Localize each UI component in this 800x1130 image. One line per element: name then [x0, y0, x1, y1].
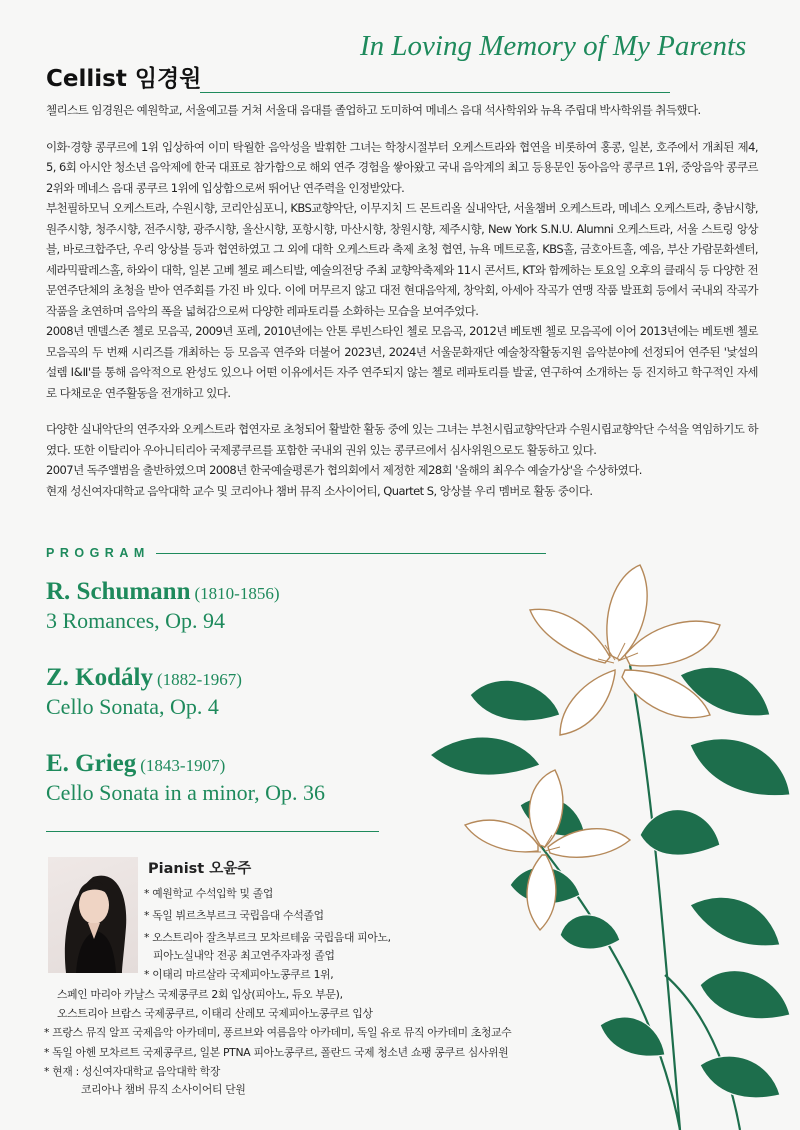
pianist-bio-line: * 이태리 마르살라 국제피아노콩쿠르 1위, — [144, 968, 334, 981]
clematis-flower-illustration — [410, 555, 800, 1130]
program-piece — [46, 664, 242, 720]
pianist-bio-line: * 현재 : 성신여자대학교 음악대학 학장 — [44, 1065, 221, 1078]
bio-paragraph: 첼리스트 임경원은 예원학교, 서울예고를 거쳐 서울대 음대를 졸업하고 도미하여 메네스 음대 석사학위와 뉴욕 주립대 박사학위를 취득했다. — [46, 103, 701, 117]
work-title: 3 Romances, Op. 94 — [46, 608, 226, 633]
bio-paragraph: 2007년 독주앨범을 출반하였으며 2008년 한국예술평론가 협의회에서 제정한 제28회 '올해의 최우수 예술가상'을 수상하였다. — [46, 463, 642, 477]
cellist-biography — [46, 100, 758, 501]
composer-years: (1882-1967) — [156, 670, 242, 689]
cellist-title: Cellist 임경원 — [46, 66, 202, 92]
work-title: Cello Sonata in a minor, Op. 36 — [46, 780, 325, 805]
pianist-bio-line: * 예원학교 수석입학 및 졸업 — [144, 887, 274, 900]
pianist-bio-line: * 독일 아헨 모차르트 국제콩쿠르, 일본 PTNA 피아노콩쿠르, 폴란드 국제 청소년 쇼팽 콩쿠르 심사위원 — [44, 1046, 509, 1059]
composer-name: Z. Kodály — [46, 664, 153, 691]
bio-paragraph: 부천필하모닉 오케스트라, 수원시향, 코리안심포니, KBS교향악단, 이무지치 드 몬트리올 실내악단, 서울챔버 오케스트라, 메네스 오케스트라, 충남시향, 원주시향, 청주시향, 전주시향, 광주시향, 울산시향, 포항시향, 마산시향, 창원시향, 제주시향, New York S.N.U. Alumni 오케스트라, 서울 스트링 앙상블, 바로크합주단, 우리 앙상블 등과 협연하였고 그 외에 대학 오케스트라 축제 초청 협연, 뉴욕 메트로홀, KBS홀, 금호아트홀, 예음, 부산 가람문화센터, 세라믹팔레스홀, 하와이 대학, 일본 고베 첼로 페스티발, 예술의전당 주최 교향악축제와 11시 콘서트, KT와 함께하는 토요일 오후의 클래식 등 다양한 전문연주단체의 초청을 받아 연주회를 가진 바 있다. 이에 머무르지 않고 대전 현대음악제, 창악회, 아세아 작곡가 연맹 작품 발표회 등에서 국내외 작곡가 작품을 초연하며 음악의 폭을 넓혀감으로써 다양한 레파토리를 소화하는 모습을 보여주었다. — [46, 201, 758, 318]
pianist-bio-line: 피아노실내악 전공 최고연주자과정 졸업 — [153, 949, 335, 962]
work-title: Cello Sonata, Op. 4 — [46, 694, 219, 719]
program-bottom-divider — [46, 831, 379, 832]
pianist-title: Pianist 오윤주 — [148, 861, 252, 877]
composer-years: (1843-1907) — [140, 756, 226, 775]
program-heading: PROGRAM — [46, 546, 150, 560]
bio-paragraph: 현재 성신여자대학교 음악대학 교수 및 코리아나 챔버 뮤직 소사이어티, Quartet S, 앙상블 우리 멤버로 활동 중이다. — [46, 483, 593, 498]
pianist-bio-line: 코리아나 챔버 뮤직 소사이어티 단원 — [81, 1083, 246, 1096]
pianist-bio-line: * 프랑스 뮤직 알프 국제음악 아카데미, 퐁르브와 여름음악 아카데미, 독일 유로 뮤직 아카데미 초청교수 — [44, 1026, 512, 1039]
program-piece — [46, 578, 279, 634]
pianist-bio-line: * 오스트리아 잘츠부르크 모차르테움 국립음대 피아노, — [144, 931, 391, 944]
pianist-bio-line: 오스트리아 브람스 국제콩쿠르, 이태리 산레모 국제피아노콩쿠르 입상 — [57, 1007, 373, 1020]
composer-name: E. Grieg — [46, 750, 137, 777]
composer-name: R. Schumann — [46, 578, 191, 605]
pianist-bio-line: 스페인 마리아 카날스 국제콩쿠르 2회 입상(피아노, 듀오 부문), — [57, 988, 343, 1001]
bio-paragraph: 2008년 멘델스존 첼로 모음곡, 2009년 포레, 2010년에는 안톤 루빈스타인 첼로 모음곡, 2012년 베토벤 첼로 모음곡에 이어 2013년에는 베토벤 첼로 모음곡의 두 번째 시리즈를 개최하는 등 모음곡 연주와 더불어 2023년, 2024년 서울문화재단 예술창작활동지원 음악분야에 선정되어 연주된 '낯설의 설렘 Ⅰ&Ⅱ'를 통해 음악적으로 완성도 있으나 어떤 이유에서든 자주 연주되지 않는 첼로 레파토리를 발굴, 연구하여 소개하는 등 진지하고 학구적인 자세로 다채로운 연주활동을 전개하고 있다. — [46, 324, 758, 400]
pianist-bio-line: * 독일 뷔르츠부르크 국립음대 수석졸업 — [144, 909, 324, 922]
header-divider — [200, 92, 670, 93]
composer-years: (1810-1856) — [194, 584, 280, 603]
bio-paragraph: 이화·경향 콩쿠르에 1위 입상하여 이미 탁월한 음악성을 발휘한 그녀는 학창시절부터 오케스트라와 협연을 비롯하여 홍콩, 일본, 호주에서 개최된 제4, 5, 6회 아시안 청소년 음악제에 한국 대표로 참가함으로 해외 연주 경험을 쌓아왔고 국내 음악계의 최고 등용문인 동아음악 콩쿠르 1위, 중앙음악 콩쿠르 2위와 메네스 음대 콩쿠르 1위에 입상함으로써 뛰어난 연주력을 인정받았다. — [46, 139, 758, 195]
memorial-dedication: In Loving Memory of My Parents — [360, 30, 747, 62]
program-divider — [156, 553, 546, 554]
bio-paragraph: 다양한 실내악단의 연주자와 오케스트라 협연자로 초청되어 활발한 활동 중에 있는 그녀는 부천시립교향악단과 수원시립교향악단 수석을 역임하기도 하였다. 또한 이탈리아 우아니티리아 국제콩쿠르를 포함한 국내외 권위 있는 콩쿠르에서 심사위원으로도 활동하고 있다. — [46, 422, 758, 457]
program-piece — [46, 750, 325, 806]
pianist-photo — [48, 857, 138, 973]
